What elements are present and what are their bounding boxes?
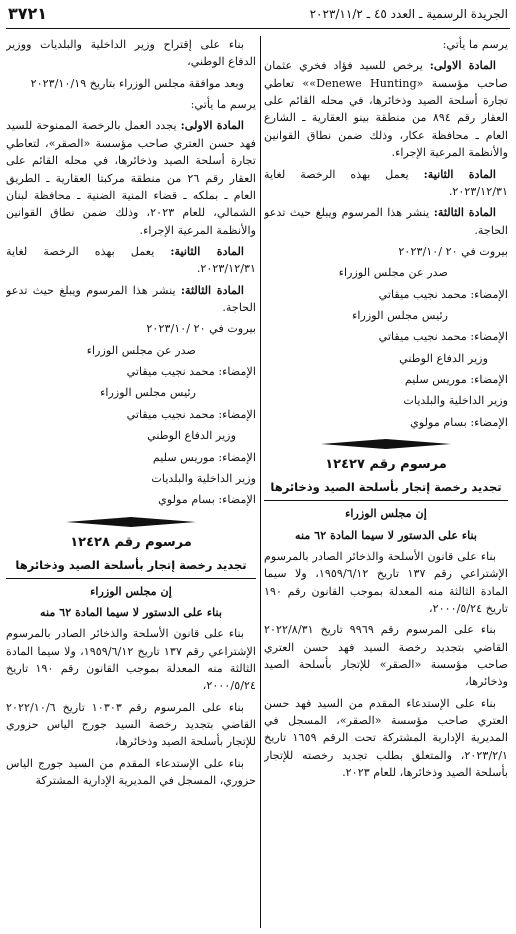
whereas-paragraph: بناء على المرسوم رقم ٩٩٦٩ تاريخ ٢٠٢٢/٨/٣١ القاضي بتجديد رخصة السيد فهد حسن العتري صاحب مؤسسة «الصقر» للإتجار بأسلحة الصيد وذخائرها، [264, 623, 508, 689]
article-3 [6, 282, 256, 317]
whereas-paragraph: بناء على الإستدعاء المقدم من السيد فهد حسن العتري صاحب مؤسسة «الصقر»، المسجل في المديرية الإدارية المشتركة تحت الرقم ١٦٥٩ تاريخ ٢٠٢٣/٢/١، والمتعلق بطلب تجديد رخصته للإتجار بأسلحة الصيد وذخائرها، للعام ٢٠٢٣. [264, 696, 508, 780]
right-column [264, 36, 508, 928]
article-1-text: يرخص للسيد فؤاد فخري عثمان صاحب مؤسسة «Denewe Hunting»» تعاطي تجارة أسلحة الصيد وذخائرها، في محله القائم على العقار رقم ٨٩٤ من منطقة بينو العقارية ـ الشارع العام ـ محافظة عكار، وذلك ضمن نطاق القوانين والأنظمة المرعية الإجراء. [264, 59, 508, 160]
section-separator [66, 517, 196, 527]
article-1-label: المادة الاولى: [429, 58, 497, 73]
constitution-line: بناء على الدستور لا سيما المادة ٦٢ منه [39, 604, 223, 619]
issue-date: بيروت في ٢٠ /٢٠٢٣/١٠ [146, 322, 256, 336]
opening-line: يرسم ما يأتي: [442, 38, 508, 51]
decree-subject: تجديد رخصة إتجار بأسلحة الصيد وذخائرها [6, 557, 256, 579]
article-3-text: ينشر هذا المرسوم ويبلغ حيث تدعو الحاجة. [6, 283, 256, 315]
signature-title: وزير الداخلية والبلديات [403, 394, 508, 408]
article-1-text: يجدد العمل بالرخصة الممنوحة للسيد فهد حسن العتري صاحب مؤسسة «الصقر»، لتعاطي تجارة أسلحة الصيد وذخائرها، في محله القائم على العقار رقم ٢٦ من منطقة مركبتا العقارية ـ الطريق العام ـ بملكه ـ قضاء المنية الضنية ـ محافظة لبنان الشمالي، للعام ٢٠٢٣، وذلك ضمن نطاق القوانين والأنظمة المرعية الإجراء. [6, 119, 256, 237]
page-header [6, 4, 510, 29]
council-heading: إن مجلس الوزراء [90, 583, 172, 598]
article-3-text: ينشر هذا المرسوم ويبلغ حيث تدعو الحاجة. [264, 206, 508, 237]
section-separator [321, 439, 451, 449]
article-3 [264, 204, 508, 239]
left-column [6, 36, 256, 928]
article-2-text: يعمل بهذه الرخصة لغاية ٢٠٢٣/١٢/٣١. [6, 244, 256, 276]
article-2-label: المادة الثانية: [170, 243, 244, 258]
signature-title: رئيس مجلس الوزراء [100, 386, 196, 400]
signature-line: الإمضاء: موريس سليم [404, 373, 508, 387]
page-number: ٣٧٢١ [8, 4, 48, 23]
column-divider [260, 36, 261, 928]
whereas-paragraph: بناء على قانون الأسلحة والذخائر الصادر بالمرسوم الإشتراعي رقم ١٣٧ تاريخ ١٩٥٩/٦/١٢، ولا سيما المادة الثالثة منه المعدلة بموجب القانون رقم ١٩٠ تاريخ ٢٠٠٠/٥/٢٤، [6, 627, 256, 693]
signature-line: الإمضاء: محمد نجيب ميقاتي [126, 407, 256, 421]
signature-title: وزير الدفاع الوطني [147, 429, 236, 443]
decree-subject: تجديد رخصة إتجار بأسلحة الصيد وذخائرها [264, 479, 508, 501]
gazette-title: الجريدة الرسمية ـ العدد ٤٥ ـ ٢٠٢٣/١١/٢ [309, 7, 508, 21]
whereas-paragraph: بناء على قانون الأسلحة والذخائر الصادر بالمرسوم الإشتراعي رقم ١٣٧ تاريخ ١٩٥٩/٦/١٢، ولا سيما المادة الثالثة منه المعدلة بموجب القانون رقم ١٩٠ تاريخ ٢٠٠٠/٥/٢٤، [264, 549, 508, 615]
opening-line: يرسم ما يأتي: [190, 98, 256, 112]
signature-title: وزير الدفاع الوطني [399, 351, 488, 365]
article-1 [264, 57, 508, 161]
issue-date: بيروت في ٢٠ /٢٠٢٣/١٠ [398, 244, 508, 258]
whereas-paragraph: بناء على المرسوم رقم ١٠٣٠٣ تاريخ ٢٠٢٢/١٠/٦ القاضي بتجديد رخصة السيد جورج الياس حزوري للإتجار بأسلحة الصيد وذخائرها، [6, 700, 256, 749]
article-2 [6, 243, 256, 278]
decree-title: مرسوم رقم ١٢٤٢٧ [325, 457, 447, 473]
whereas-paragraph: بناء على الإستدعاء المقدم من السيد جورج الياس حزوري، المسجل في المديرية الإدارية المشتركة [6, 756, 256, 788]
signature-line: الإمضاء: موريس سليم [152, 450, 256, 464]
signature-issued-by: صدر عن مجلس الوزراء [338, 266, 448, 280]
article-3-label: المادة الثالثة: [433, 205, 496, 220]
signature-line: الإمضاء: محمد نجيب ميقاتي [378, 330, 508, 344]
signature-title: وزير الداخلية والبلديات [151, 471, 256, 485]
article-1 [6, 117, 256, 239]
preamble-paragraph: بناء على إقتراح وزير الداخلية والبلديات ووزير الدفاع الوطني، [6, 38, 256, 69]
decree-title: مرسوم رقم ١٢٤٢٨ [70, 534, 192, 550]
constitution-line: بناء على الدستور لا سيما المادة ٦٢ منه [294, 527, 478, 542]
signature-line: الإمضاء: بسام مولوي [158, 493, 256, 507]
signature-title: رئيس مجلس الوزراء [352, 309, 448, 323]
council-heading: إن مجلس الوزراء [345, 506, 427, 521]
signature-line: الإمضاء: محمد نجيب ميقاتي [378, 287, 508, 301]
article-2-text: يعمل بهذه الرخصة لغاية ٢٠٢٣/١٢/٣١. [264, 167, 508, 198]
signature-issued-by: صدر عن مجلس الوزراء [86, 343, 196, 357]
preamble-paragraph: وبعد موافقة مجلس الوزراء بتاريخ ٢٠٢٣/١٠/١٩ [30, 76, 244, 90]
article-3-label: المادة الثالثة: [180, 282, 244, 297]
article-2 [264, 166, 508, 201]
article-1-label: المادة الاولى: [180, 118, 245, 133]
article-2-label: المادة الثانية: [423, 166, 496, 181]
signature-line: الإمضاء: بسام مولوي [410, 415, 508, 429]
signature-line: الإمضاء: محمد نجيب ميقاتي [126, 365, 256, 379]
